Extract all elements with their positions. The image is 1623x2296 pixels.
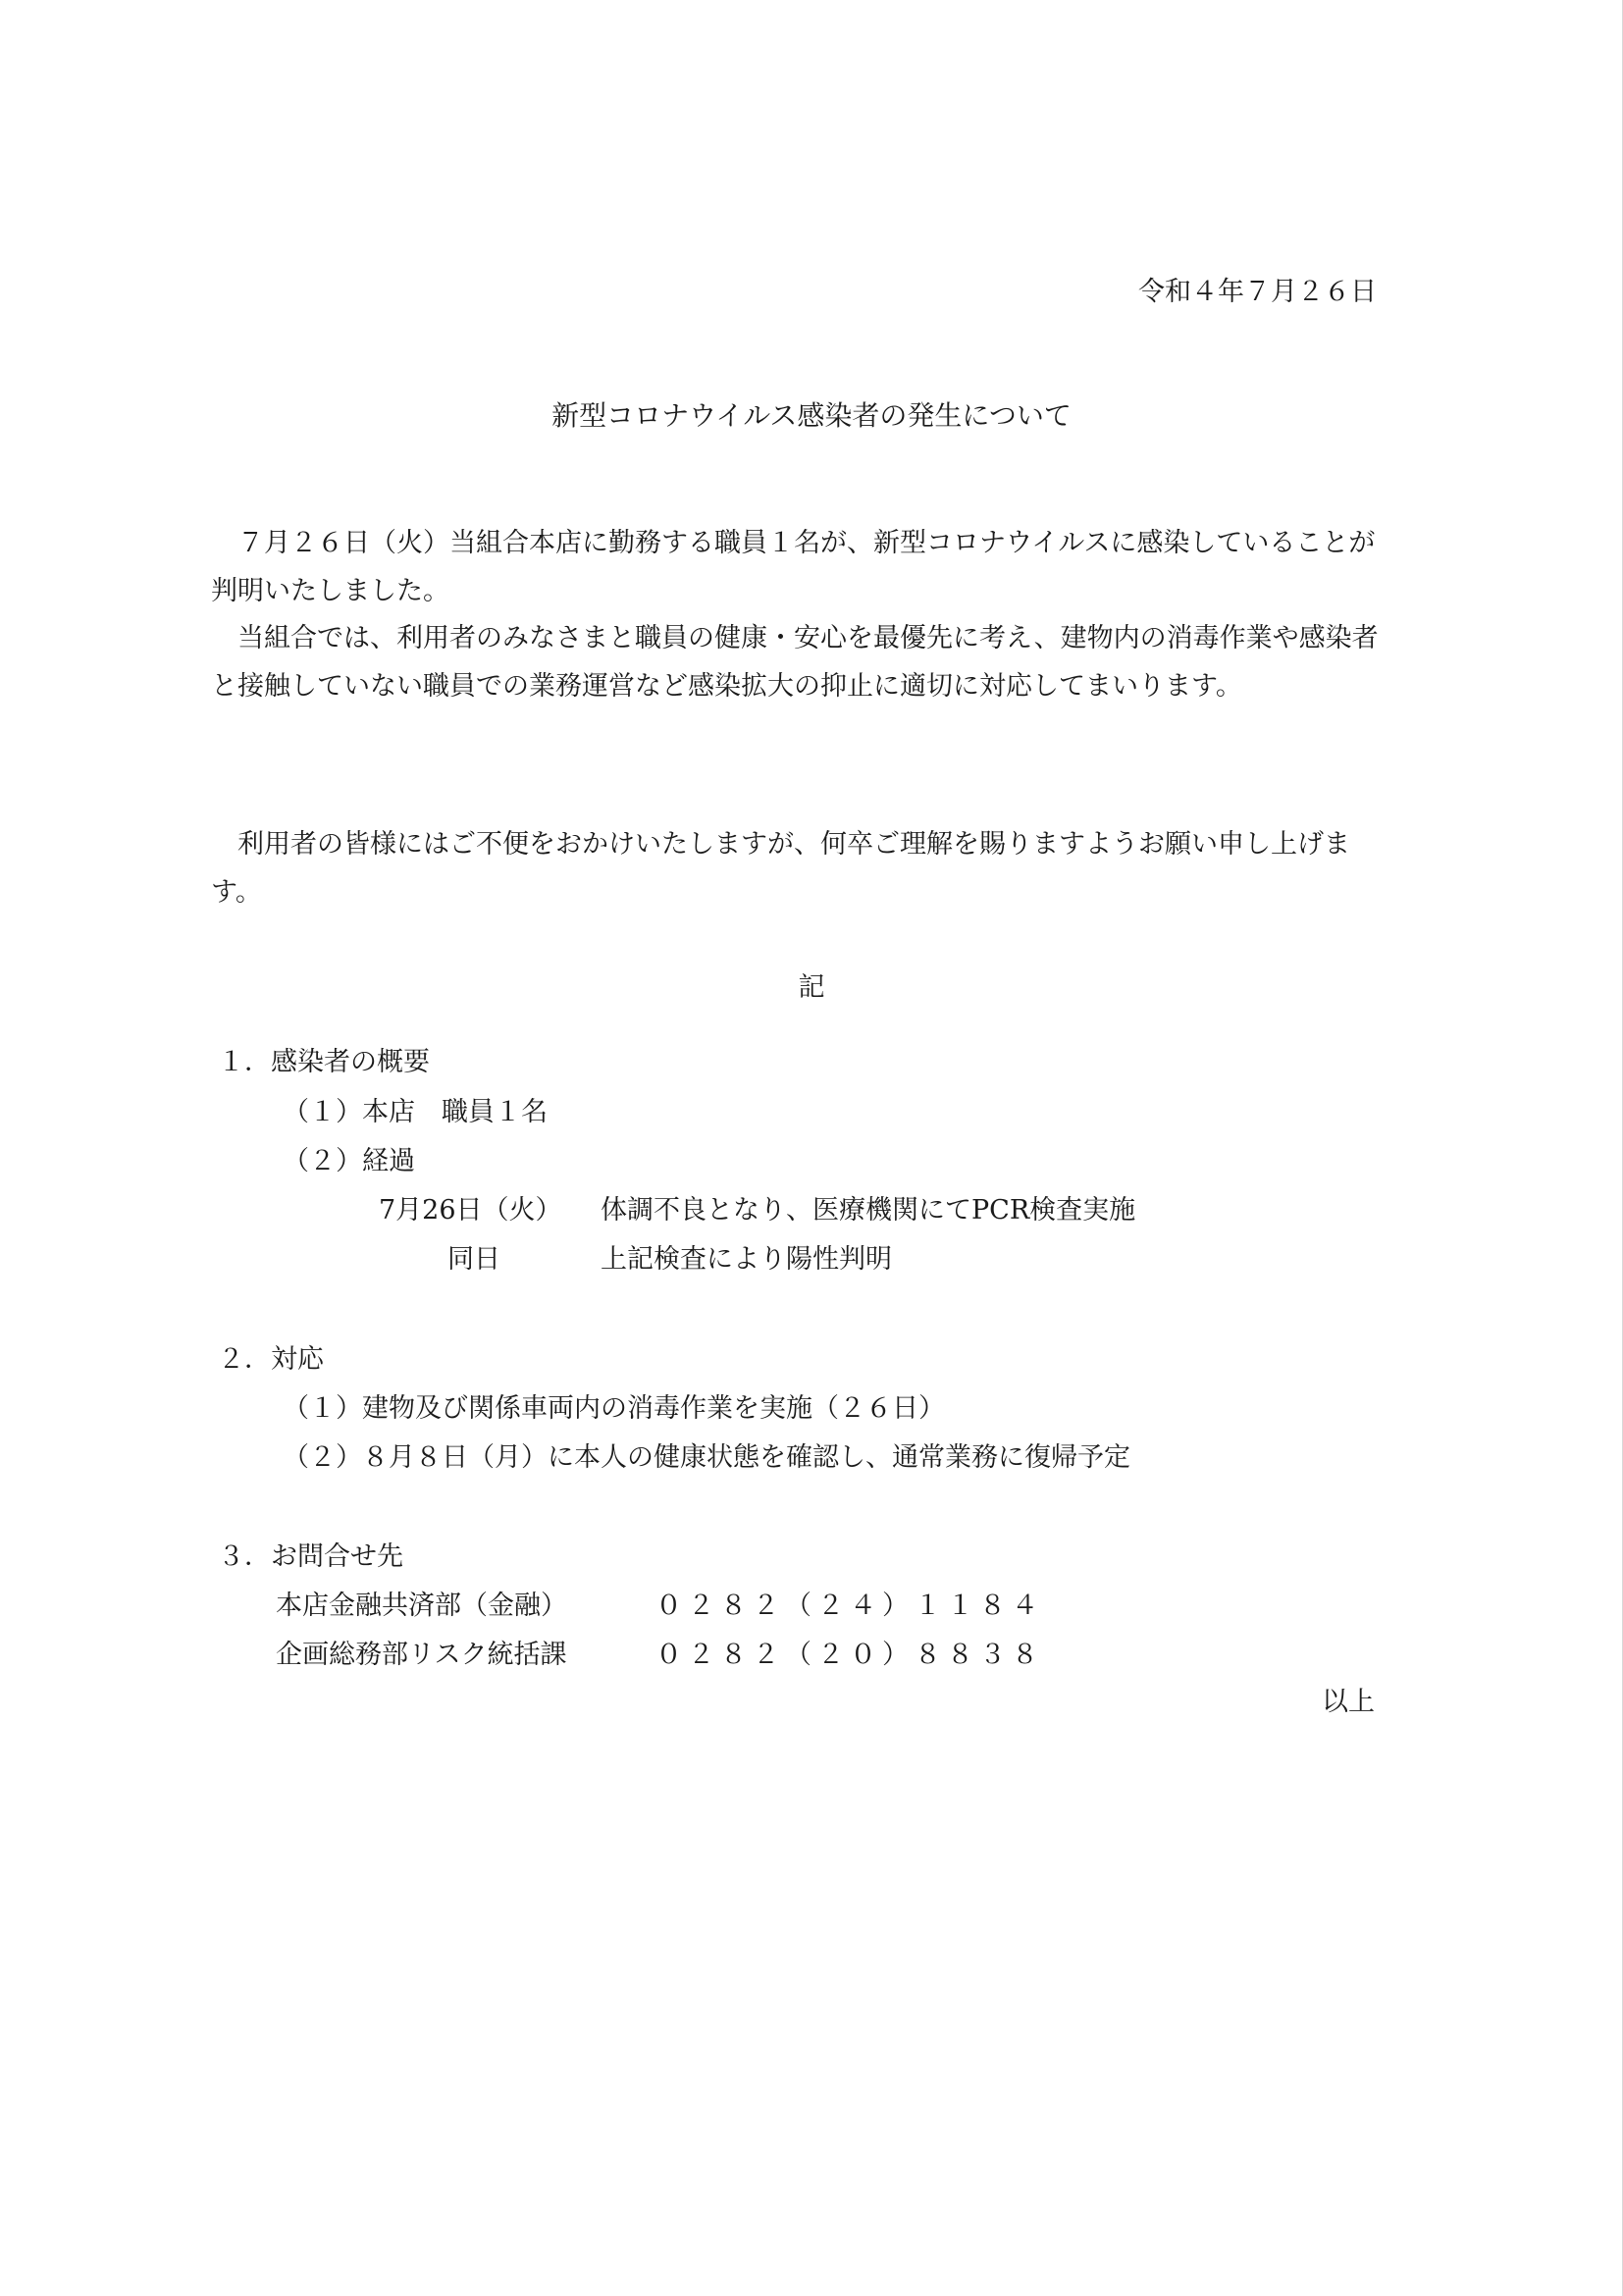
timeline-date-2: 同日 [447, 1244, 500, 1275]
timeline-date-1: 7月26日（火） [379, 1195, 562, 1226]
contact-1-phone: ０２８２（２４）１１８４ [655, 1591, 1044, 1621]
closing-mark: 以上 [1322, 1687, 1375, 1717]
timeline-event-1: 体調不良となり、医療機関にてPCR検査実施 [601, 1195, 1136, 1226]
contact-2-name: 企画総務部リスク統括課 [276, 1640, 567, 1670]
timeline-event-2: 上記検査により陽性判明 [601, 1244, 892, 1275]
section-1-item-1: （１）本店 職員１名 [283, 1097, 548, 1127]
body-paragraph-1: ７月２６日（火）当組合本店に勤務する職員１名が、新型コロナウイルスに感染していることが判明いたしました。 [211, 528, 1376, 606]
section-1-item-2: （２）経過 [283, 1146, 415, 1176]
contact-1-name: 本店金融共済部（金融） [276, 1591, 567, 1621]
section-1-heading: １．感染者の概要 [218, 1047, 430, 1077]
section-3-heading: ３．お問合せ先 [218, 1541, 403, 1572]
body-paragraph-2: 当組合では、利用者のみなさまと職員の健康・安心を最優先に考え、建物内の消毒作業や感染者と接触していない職員での業務運営など感染拡大の抑止に適切に対応してまいります。 [211, 623, 1379, 702]
document-title: 新型コロナウイルス感染者の発生について [551, 399, 1072, 432]
body-paragraph-3: 利用者の皆様にはご不便をおかけいたしますが、何卒ご理解を賜りますようお願い申し上げます。 [211, 829, 1350, 908]
ki-heading: 記 [798, 972, 825, 1003]
section-2-item-2: （２）８月８日（月）に本人の健康状態を確認し、通常業務に復帰予定 [283, 1442, 1130, 1473]
contact-2-phone: ０２８２（２０）８８３８ [655, 1640, 1044, 1670]
section-2-item-1: （１）建物及び関係車両内の消毒作業を実施（２６日） [283, 1393, 945, 1424]
document-date: 令和４年７月２６日 [1138, 277, 1377, 307]
section-2-heading: ２．対応 [218, 1344, 324, 1375]
